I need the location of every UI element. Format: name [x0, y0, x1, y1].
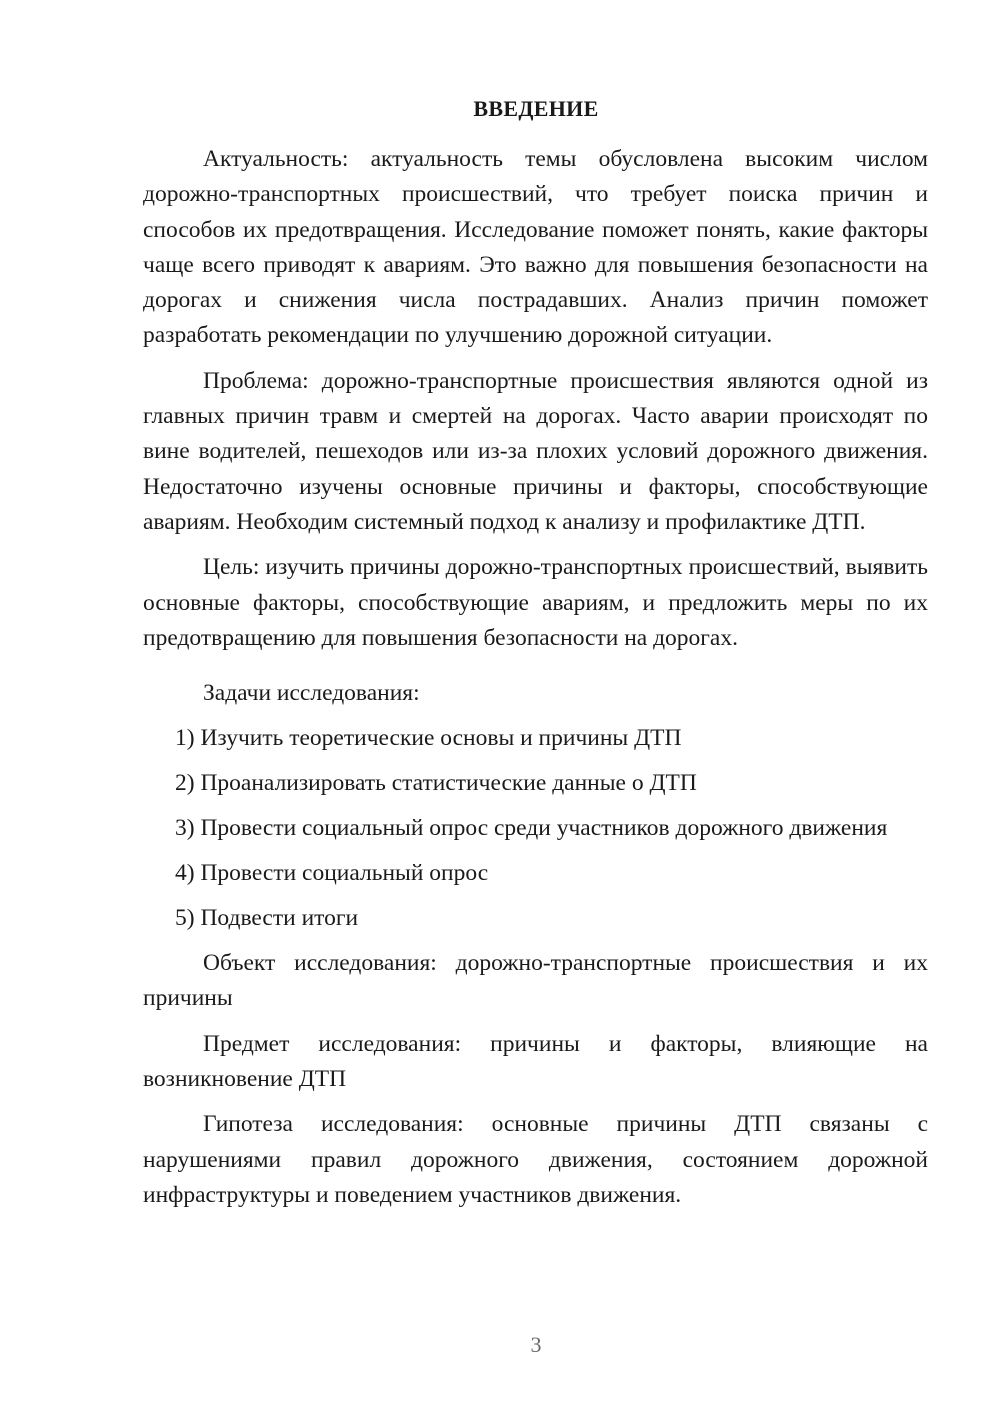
page-number: 3 [530, 1332, 542, 1357]
paragraph-subject: Предмет исследования: причины и факторы, влияющие на возникновение ДТП [143, 1030, 928, 1093]
paragraph-hypothesis: Гипотеза исследования: основные причины ДТП связаны с нарушениями правил дорожного движения, состоянием дорожной инфраструктуры и поведением участников движения. [143, 1111, 928, 1208]
paragraph-problem: Проблема: дорожно-транспортные происшествия являются одной из главных причин травм и смертей на дорогах. Часто аварии происходят по вине водителей, пешеходов или из-за плохих условий дорожного движения. Недостаточно изучены основные причины и факторы, способствующие авариям. Необходим системный подход к анализу и профилактике ДТП. [143, 367, 928, 535]
task-item: 4) Провести социальный опрос [175, 860, 489, 887]
paragraph-goal: Цель: изучить причины дорожно-транспортных происшествий, выявить основные факторы, способствующие авариям, и предложить меры по их предотвращению для повышения безопасности на дорогах. [143, 554, 928, 651]
section-title: ВВЕДЕНИЕ [473, 96, 599, 121]
paragraph-relevance: Актуальность: актуальность темы обусловлена высоким числом дорожно-транспортных происшествий, что требует поиска причин и способов их предотвращения. Исследование поможет понять, какие факторы чаще всего приводят к авариям. Это важно для повышения безопасности на дорогах и снижения числа пострадавших. Анализ причин поможет разработать рекомендации по улучшению дорожной ситуации. [143, 146, 928, 349]
document-body [143, 142, 928, 1213]
tasks-heading: Задачи исследования: [203, 680, 420, 707]
task-item: 2) Проанализировать статистические данные о ДТП [175, 770, 697, 797]
paragraph-object: Объект исследования: дорожно-транспортные происшествия и их причины [143, 950, 928, 1012]
task-item: 5) Подвести итоги [175, 905, 359, 932]
task-item: 1) Изучить теоретические основы и причины ДТП [175, 725, 682, 752]
task-item: 3) Провести социальный опрос среди участников дорожного движения [175, 815, 888, 842]
tasks-list [143, 721, 928, 936]
